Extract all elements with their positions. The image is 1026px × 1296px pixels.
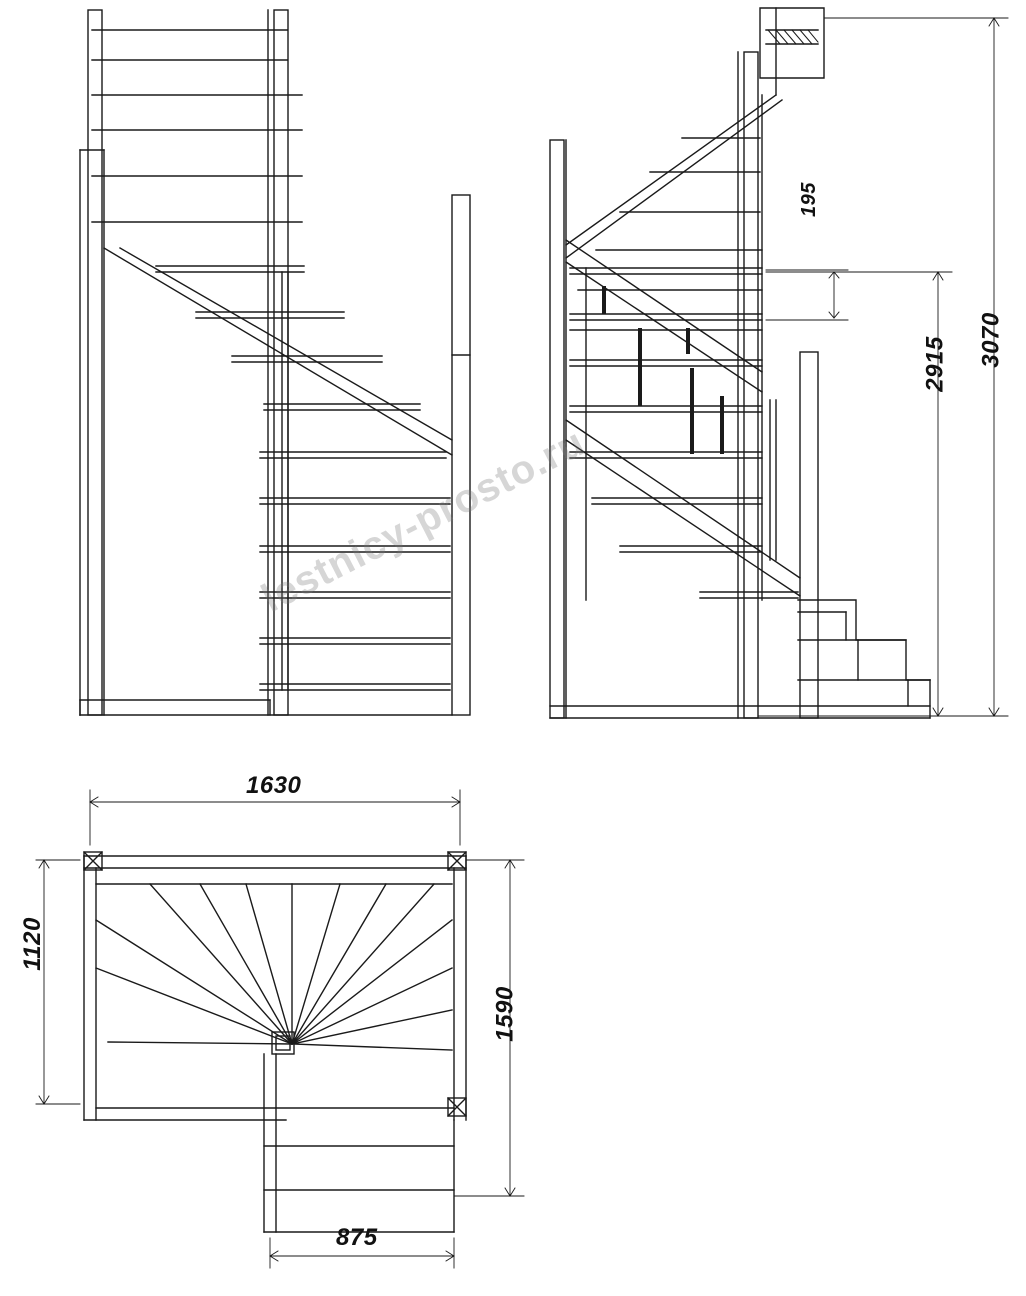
watermark: lestnicy-prosto.ru: [254, 420, 592, 621]
side-elevation-view: [550, 8, 930, 718]
dimension-height-3070: 3070: [977, 312, 1005, 368]
dimension-landing-width-875: 875: [336, 1224, 378, 1251]
plan-view: [84, 852, 466, 1232]
elevation-dimensions: [758, 18, 1008, 716]
dimension-plan-depth-1590: 1590: [491, 986, 519, 1042]
dimension-plan-width-1630: 1630: [246, 772, 302, 799]
plan-dimensions: [36, 790, 524, 1268]
dimension-plan-depth-1120: 1120: [18, 917, 46, 971]
front-elevation-view: [80, 10, 470, 715]
dimension-height-2915: 2915: [921, 336, 949, 392]
dimension-riser-195: 195: [797, 182, 820, 217]
